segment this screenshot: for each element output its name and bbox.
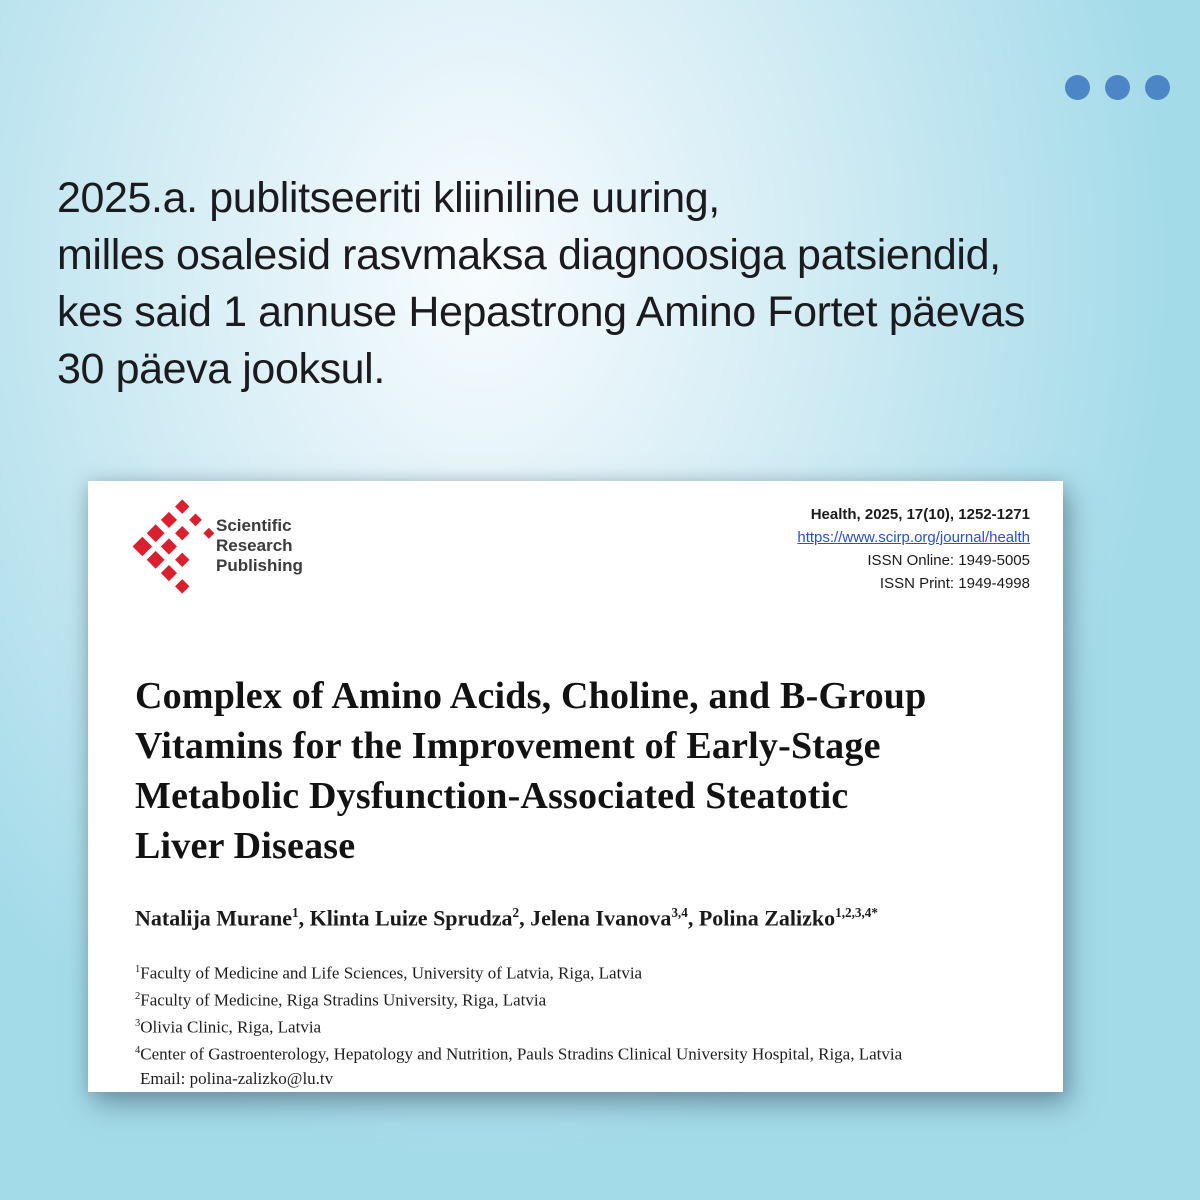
author-superscript: 1,2,3,4* [835,905,878,920]
journal-meta [797,503,1030,595]
affiliation-line: $^3$Olivia Clinic, Riga, Latvia [135,1017,322,1037]
author-name: , Klinta Luize Sprudza [298,905,513,931]
author-superscript: 1 [292,905,299,920]
affiliation-superscript: 2 [135,991,141,1003]
dot-icon [1105,75,1130,100]
publisher-line: Scientific [216,516,292,535]
title-line: Vitamins for the Improvement of Early-Stage [135,725,881,767]
scirp-diamonds-logo-icon [130,499,225,594]
affiliation-superscript: 4 [135,1045,141,1057]
publisher-line: Research [216,536,293,555]
issn-print: ISSN Print: 1949-4998 [879,575,1030,592]
publisher-name [216,516,303,576]
author-name: , Polina Zalizko [687,905,836,931]
affiliation-line: Email: polina-zalizko@lu.tv [140,1068,334,1088]
author-superscript: 2 [512,905,520,920]
caption-line: milles osalesid rasvmaksa diagnoosiga patsiendid, [57,231,1001,279]
affiliation-superscript: 1 [135,964,141,975]
journal-reference: Health, 2025, 17(10), 1252-1271 [810,506,1030,523]
affiliations-block [135,958,1055,1090]
affiliation-line: $^4$Center of Gastroenterology, Hepatology and Nutrition, Pauls Stradins Clinical University Hospital, Riga, Latvia [135,1045,903,1065]
issn-online: ISSN Online: 1949-5005 [867,552,1030,569]
author-name: , Jelena Ivanova [519,905,672,931]
caption-line: 30 päeva jooksul. [57,345,385,393]
author-name: Natalija Murane [135,905,293,931]
dot-icon [1065,75,1090,100]
title-line: Liver Disease [135,825,356,867]
dot-icon [1145,75,1170,100]
caption-line: kes said 1 annuse Hepastrong Amino Fortet päevas [57,288,1025,336]
caption-line: 2025.a. publitseeriti kliiniline uuring, [57,174,720,222]
publisher-line: Publishing [216,556,303,575]
authors-line [135,905,1055,931]
title-line: Complex of Amino Acids, Choline, and B-Group [135,675,927,717]
paper-card [88,481,1063,1092]
ellipsis-dots-icon [1065,75,1170,100]
affiliation-line: $^1$Faculty of Medicine and Life Sciences, University of Latvia, Riga, Latvia [135,963,643,983]
affiliation-line: $^2$Faculty of Medicine, Riga Stradins University, Riga, Latvia [135,990,547,1010]
journal-url-link[interactable]: https://www.scirp.org/journal/health [797,529,1030,546]
article-title [135,671,1045,871]
author-superscript: 3,4 [671,905,688,920]
title-line: Metabolic Dysfunction-Associated Steatotic [135,775,849,817]
affiliation-superscript: 3 [135,1018,141,1030]
caption-text [57,170,1167,398]
